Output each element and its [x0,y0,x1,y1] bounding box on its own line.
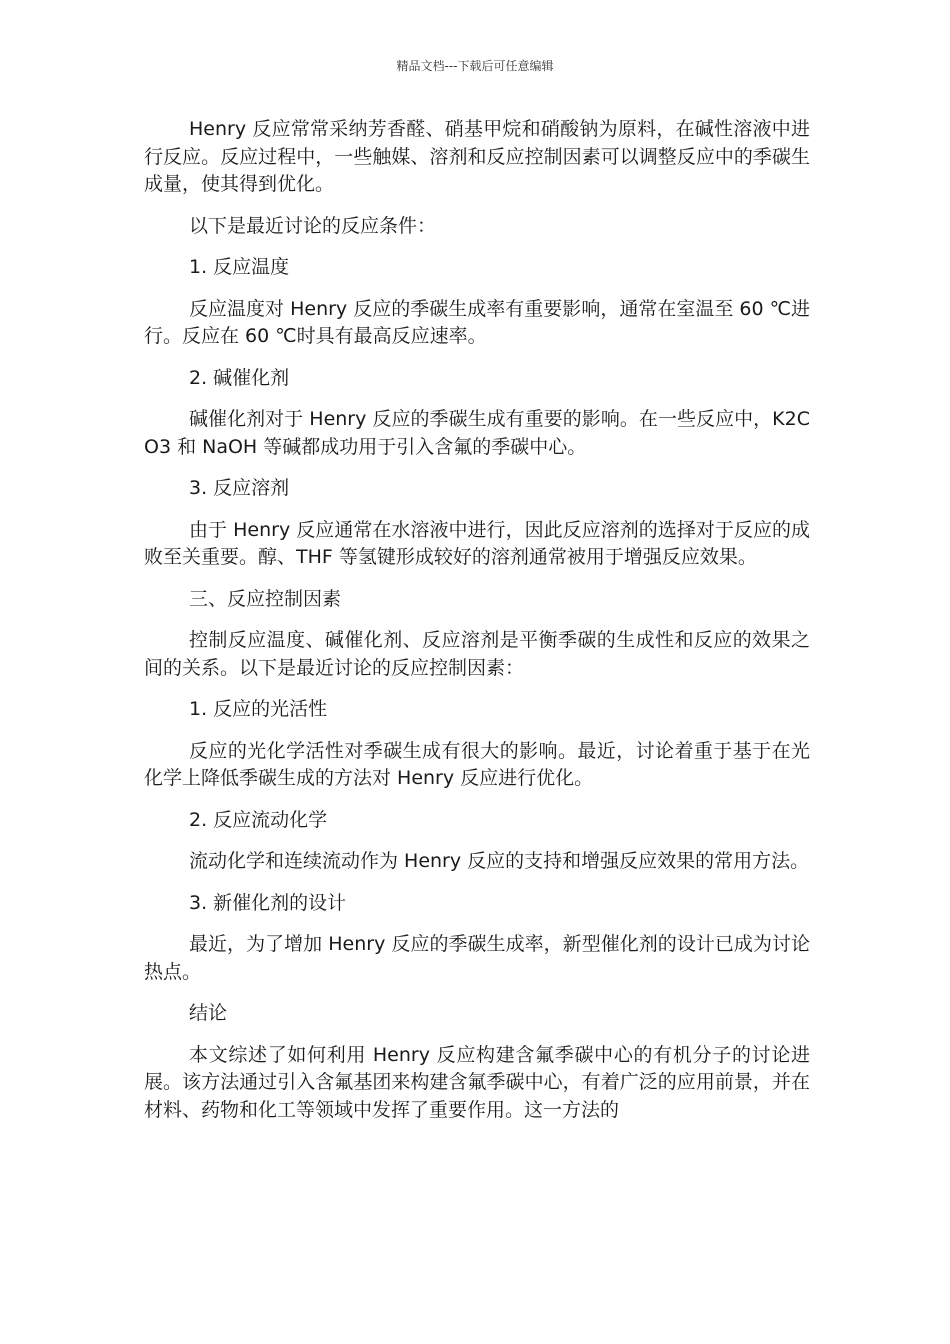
page-header: 精品文档---下载后可任意编辑 [396,59,554,73]
heading-control-factors: 三、反应控制因素 [189,587,342,610]
heading-reaction-temperature: 1. 反应温度 [189,256,290,278]
paragraph-photoactivity: 反应的光化学活性对季碳生成有很大的影响。最近，讨论着重于基于在光化学上降低季碳生成的方法对 Henry 反应进行优化。 [144,739,810,789]
heading-conclusion: 结论 [189,1002,228,1024]
heading-reaction-solvent: 3. 反应溶剂 [189,477,290,499]
paragraph-reaction-temperature: 反应温度对 Henry 反应的季碳生成率有重要影响，通常在室温至 60 ℃进行。反应在 60 ℃时具有最高反应速率。 [144,297,810,347]
paragraph-control-factors: 控制反应温度、碱催化剂、反应溶剂是平衡季碳的生成性和反应的效果之间的关系。以下是最近讨论的反应控制因素： [144,629,810,679]
paragraph-reaction-solvent: 由于 Henry 反应通常在水溶液中进行，因此反应溶剂的选择对于反应的成败至关重要。醇、THF 等氢键形成较好的溶剂通常被用于增强反应效果。 [144,518,810,568]
heading-photoactivity: 1. 反应的光活性 [189,698,328,720]
heading-flow-chemistry: 2. 反应流动化学 [189,808,328,831]
document-body [144,116,810,1138]
heading-base-catalyst: 2. 碱催化剂 [189,366,290,389]
heading-new-catalyst-design: 3. 新催化剂的设计 [189,891,347,914]
paragraph-conclusion: 本文综述了如何利用 Henry 反应构建含氟季碳中心的有机分子的讨论进展。该方法通过引入含氟基团来构建含氟季碳中心，有着广泛的应用前景，并在材料、药物和化工等领域中发挥了重要作用。这一方法的 [144,1043,810,1121]
paragraph-base-catalyst: 碱催化剂对于 Henry 反应的季碳生成有重要的影响。在一些反应中，K2CO3 和 NaOH 等碱都成功用于引入含氟的季碳中心。 [144,408,810,458]
paragraph-flow-chemistry: 流动化学和连续流动作为 Henry 反应的支持和增强反应效果的常用方法。 [189,850,810,872]
paragraph-intro: Henry 反应常常采纳芳香醛、硝基甲烷和硝酸钠为原料，在碱性溶液中进行反应。反应过程中，一些触媒、溶剂和反应控制因素可以调整反应中的季碳生成量，使其得到优化。 [144,118,810,195]
paragraph-new-catalyst-design: 最近，为了增加 Henry 反应的季碳生成率，新型催化剂的设计已成为讨论热点。 [144,933,810,983]
paragraph-conditions-intro: 以下是最近讨论的反应条件： [189,214,437,237]
